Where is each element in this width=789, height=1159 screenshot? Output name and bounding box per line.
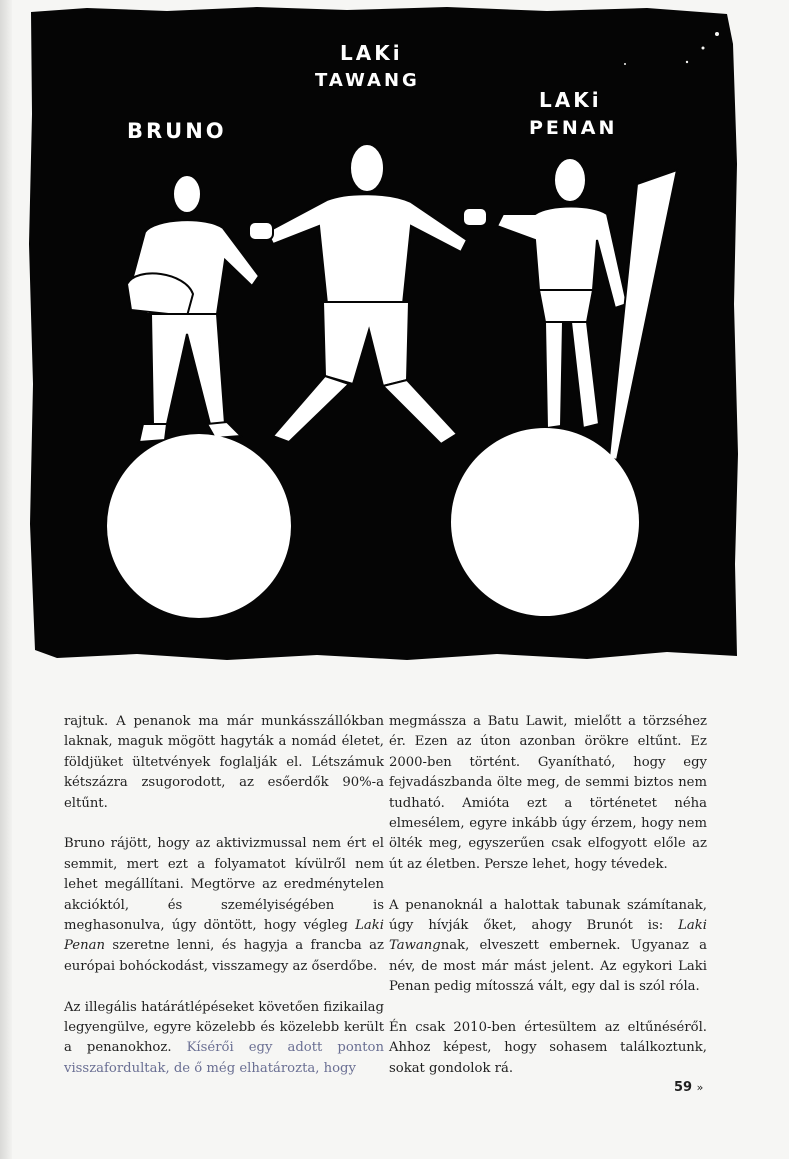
left-column: [64, 712, 384, 1079]
page-number-value: 59: [674, 1080, 693, 1095]
left-paragraph-2: [64, 834, 384, 977]
right-paragraph-2-text: A penanoknál a halottak tabunak számítanak, úgy hívják őket, ahogy Brunót is:: [389, 897, 707, 934]
left-paragraph-3-text: Az illegális határátlépéseket követően fizikailag legyengülve, egyre közelebb és közelebb került a penanokhoz.: [64, 999, 384, 1056]
label-laki-tawang-1: LAKi: [340, 41, 403, 65]
right-paragraph-3: Én csak 2010-ben értesültem az eltűnéséről. Ahhoz képest, hogy sohasem találkoztunk, sokat gondolok rá.: [389, 1020, 707, 1076]
label-laki-penan-2: PENAN: [529, 117, 618, 139]
left-ball: [107, 434, 291, 618]
left-paragraph-2-end: szeretne lenni, és hagyja a francba az európai bohóckodást, visszamegy az őserdőbe.: [64, 938, 384, 974]
left-paragraph-3: [64, 998, 384, 1080]
label-laki-penan-1: LAKi: [539, 88, 602, 112]
illustration: [27, 4, 739, 664]
right-paragraph-1: megmássza a Batu Lawit, mielőtt a törzséhez ér. Ezen az úton azonban örökre eltűnt. Ez 2000-ben történt. Gyanítható, hogy egy fejvadászbanda ölte meg, de semmi biztos nem tudható. Amióta ezt a történetet néha elmesélem, egyre inkább úgy érzem, hogy nem ölték meg, egyszerűen csak elfogyott előle az út az életben. Persze lehet, hogy tévedek.: [389, 714, 707, 872]
illustration-svg: [27, 4, 739, 664]
left-paragraph-3-faded: Kísérői egy adott ponton visszafordultak, de ő még elhatározta, hogy: [64, 1040, 384, 1076]
label-laki-tawang-2: TAWANG: [315, 70, 420, 91]
page-edge: [0, 0, 12, 1159]
left-paragraph-1: rajtuk. A penanok ma már munkásszállókban laknak, maguk mögött hagyták a nomád életet, földjüket ültetvények foglalják el. Létszámuk kétszázra zsugorodott, az esőerdők 90%-a eltűnt.: [64, 714, 384, 811]
left-paragraph-2-italic: Laki Penan: [64, 918, 384, 954]
page-number-arrow-icon: »: [696, 1081, 704, 1094]
right-paragraph-2: [389, 896, 707, 998]
right-paragraph-2-end: nak, elveszett embernek. Ugyanaz a név, de most már mást jelent. Az egykori Laki Penan pedig mítosszá vált, egy dal is szól róla.: [389, 938, 707, 995]
right-column: [389, 712, 707, 1079]
left-paragraph-2-text: Bruno rájött, hogy az aktivizmussal nem ért el semmit, mert ezt a folyamatot kívülről nem lehet megállítani. Megtörve az eredménytelen akcióktól, és személyiségében is meghasonulva, úgy döntött, hogy végleg: [64, 836, 384, 934]
right-ball: [451, 428, 639, 616]
right-paragraph-2-italic: Laki Tawang: [389, 918, 707, 954]
page-number: [674, 1080, 703, 1095]
label-bruno: BRUNO: [127, 119, 227, 143]
